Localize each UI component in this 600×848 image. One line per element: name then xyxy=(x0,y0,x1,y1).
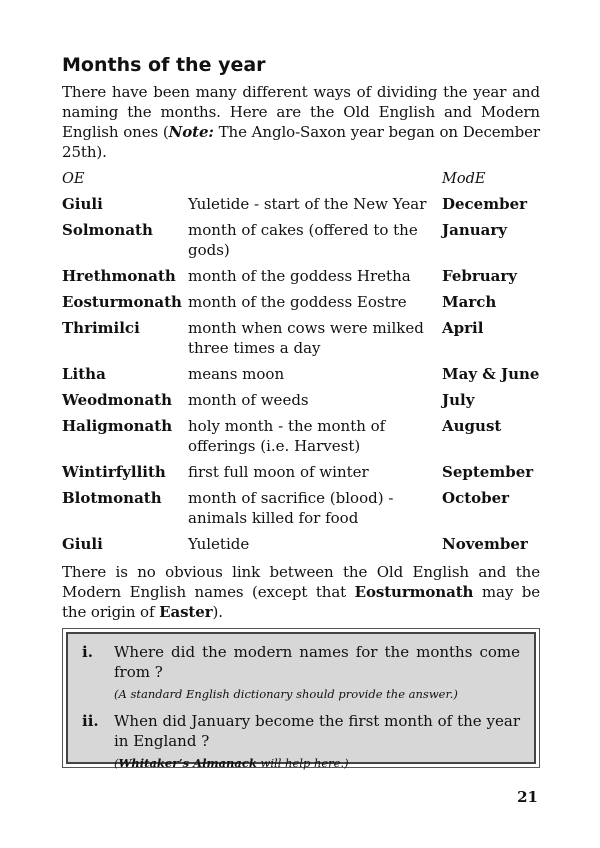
questions-box-inner xyxy=(66,632,536,770)
questions-box xyxy=(62,628,540,768)
outro-text-1: There is no obvious link between the Old English and the Modern English names (except that xyxy=(62,563,540,601)
table-row xyxy=(62,364,540,384)
month-meaning: month of weeds xyxy=(188,391,309,409)
oe-name: Giuli xyxy=(62,195,103,213)
oe-name: Eosturmonath xyxy=(62,293,182,311)
oe-name: Giuli xyxy=(62,535,103,553)
mode-name: October xyxy=(442,489,510,507)
mode-name: August xyxy=(442,417,502,435)
oe-name: Thrimilci xyxy=(62,319,140,337)
month-meaning: month of sacrifice (blood) - animals killed for food xyxy=(188,489,394,527)
mode-name: September xyxy=(442,463,534,481)
oe-name: Litha xyxy=(62,365,106,383)
column-header-oe: OE xyxy=(62,171,85,187)
mode-name: December xyxy=(442,195,528,213)
mode-name: November xyxy=(442,535,528,553)
table-row xyxy=(62,266,540,286)
table-row xyxy=(62,318,540,358)
month-meaning: month when cows were milked three times a day xyxy=(188,319,424,357)
mode-name: January xyxy=(442,221,507,239)
intro-text-2: The Anglo-Saxon year began on December 25th). xyxy=(62,123,541,161)
mode-name: March xyxy=(442,293,497,311)
oe-name: Wintirfyllith xyxy=(62,463,166,481)
intro-text-1: There have been many different ways of dividing the year and naming the months. Here are the Old English and Modern English ones ( xyxy=(62,83,540,141)
table-row xyxy=(62,390,540,410)
month-meaning: Yuletide - start of the New Year xyxy=(188,195,427,213)
outro-text-2: may be the origin of xyxy=(62,583,540,621)
note-label: Note: xyxy=(168,123,214,141)
table-row xyxy=(62,194,540,214)
month-meaning: Yuletide xyxy=(188,535,250,553)
question-number: i. xyxy=(82,643,93,661)
hint-book-title: Whitaker’s Almanack xyxy=(118,756,257,770)
outro-paragraph xyxy=(62,562,540,622)
column-header-mode: ModE xyxy=(442,171,486,187)
hint-open-paren: ( xyxy=(114,756,119,770)
table-row xyxy=(62,292,540,312)
mode-name: May & June xyxy=(442,365,540,383)
intro-paragraph xyxy=(62,82,540,162)
oe-name: Blotmonath xyxy=(62,489,162,507)
month-meaning: first full moon of winter xyxy=(188,463,369,481)
question-number: ii. xyxy=(82,712,99,730)
month-meaning: holy month - the month of offerings (i.e. Harvest) xyxy=(188,417,386,455)
table-row xyxy=(62,220,540,260)
oe-name: Solmonath xyxy=(62,221,153,239)
question-text: Where did the modern names for the months come from ? xyxy=(114,643,520,681)
hint-rest: will help here.) xyxy=(256,756,349,770)
page-title: Months of the year xyxy=(62,54,266,76)
outro-text-3: ). xyxy=(212,603,223,621)
oe-name: Hrethmonath xyxy=(62,267,176,285)
table-row xyxy=(62,416,540,456)
table-row xyxy=(62,488,540,528)
page-content xyxy=(62,52,540,622)
table-row xyxy=(62,534,540,554)
month-meaning: month of the goddess Eostre xyxy=(188,293,407,311)
question-hint xyxy=(114,754,520,772)
column-headers xyxy=(62,168,540,190)
month-meaning: month of cakes (offered to the gods) xyxy=(188,221,418,259)
mode-name: April xyxy=(442,319,484,337)
mode-name: July xyxy=(442,391,475,409)
month-meaning: means moon xyxy=(188,365,285,383)
oe-name: Haligmonath xyxy=(62,417,173,435)
question-item xyxy=(82,642,520,682)
mode-name: February xyxy=(442,267,518,285)
question-text: When did January become the first month of the year in England ? xyxy=(114,712,520,750)
outro-bold-eosturmonath: Eosturmonath xyxy=(354,583,474,601)
page-number: 21 xyxy=(517,788,538,806)
table-row xyxy=(62,462,540,482)
month-meaning: month of the goddess Hretha xyxy=(188,267,411,285)
months-table xyxy=(62,194,540,554)
outro-bold-easter: Easter xyxy=(159,603,213,621)
question-hint: (A standard English dictionary should provide the answer.) xyxy=(114,687,458,701)
oe-name: Weodmonath xyxy=(62,391,172,409)
question-item xyxy=(82,711,520,751)
